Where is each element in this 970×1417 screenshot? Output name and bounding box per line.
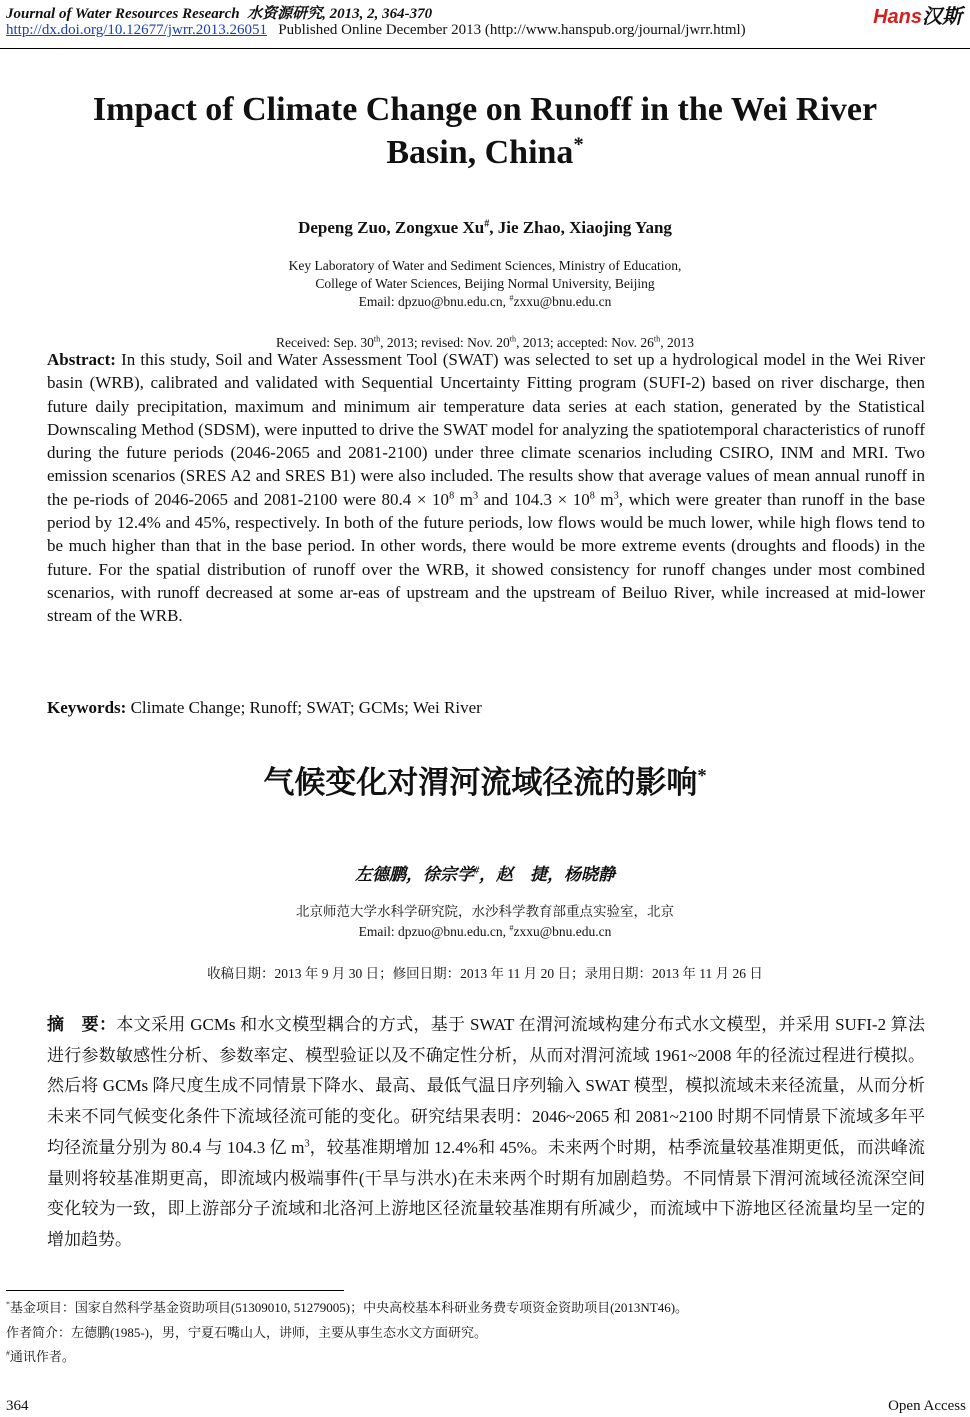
title-footnote-mark: * — [573, 133, 584, 156]
cn-abstract — [47, 1010, 925, 1256]
affiliation — [40, 257, 930, 311]
cn-authors-part2: ，赵 捷，杨晓静 — [479, 865, 616, 884]
journal-citation: 水资源研究, 2013, 2, 364-370 — [247, 6, 433, 22]
cn-authors — [40, 860, 930, 885]
footnote-mark: * — [6, 1299, 10, 1309]
cn-email2: zxxu@bnu.edu.cn — [513, 924, 612, 939]
authors-part1: Depeng Zuo, Zongxue Xu — [298, 218, 485, 237]
received: Received: Sep. 30 — [276, 335, 374, 350]
email2: zxxu@bnu.edu.cn — [513, 294, 612, 309]
email: Email: dpzuo@bnu.edu.cn, — [358, 294, 510, 309]
sup: th — [653, 334, 661, 344]
publication-line — [6, 22, 746, 39]
publisher-logo — [873, 0, 962, 29]
cn-title-mark: * — [697, 765, 707, 787]
published-note: Published Online December 2013 (http://www.hanspub.org/journal/jwrr.html) — [278, 22, 746, 38]
footnote-mark: # — [6, 1348, 10, 1358]
footnote-funding — [6, 1297, 688, 1316]
sup: 8 — [589, 490, 595, 502]
cn-dates: 收稿日期：2013 年 9 月 30 日；修回日期：2013 年 11 月 20 日；录用日期：2013 年 11 月 26 日 — [207, 966, 763, 981]
footnote-corresponding — [6, 1346, 75, 1365]
authors-part2: , Jie Zhao, Xiaojing Yang — [489, 218, 672, 237]
cn-email: Email: dpzuo@bnu.edu.cn, — [358, 924, 510, 939]
title-line1: Impact of Climate Change on Runoff in the Wei River — [92, 91, 878, 128]
affiliation-line2: College of Water Sciences, Beijing Normal University, Beijing — [315, 276, 655, 291]
cn-affiliation-text: 北京师范大学水科学研究院，水沙科学教育部重点实验室，北京 — [296, 904, 674, 919]
abstract — [47, 348, 925, 628]
corresponding-mark: # — [484, 218, 490, 230]
footnote-text: 基金项目：国家自然科学基金资助项目(51309010, 51279005)；中央高校基本科研业务费专项资金资助项目(2013NT46)。 — [9, 1300, 689, 1315]
page-number: 364 — [6, 1398, 29, 1414]
journal-name: Journal of Water Resources Research — [6, 6, 240, 22]
doi-link[interactable]: http://dx.doi.org/10.12677/jwrr.2013.26051 — [6, 22, 267, 38]
revised: , 2013; revised: Nov. 20 — [380, 335, 510, 350]
abstract-text: , which were greater than runoff in the base period by 12.4% and 45%, respectively. In both of the future periods, low flows would be much lower, while high flows tend to be much higher than that in the base period. In other words, there would be more extreme events (droughts and floods) in the future. For the spatial distribution of runoff over the WRB, it showed consistency for runoff changes under most combined scenarios, with runoff decreased at some ar-eas of upstream and the upstream of Beiluo River, while increased at mid-lower stream of the WRB. — [47, 489, 926, 626]
cn-abstract-text: ，较基准期增加 12.4%和 45%。未来两个时期，枯季流量较基准期更低，而洪峰流量则将较基准期更高，即流域内极端事件(干旱与洪水)在未来两个时期有加剧趋势。不同情景下渭河流域径流深空间变化较为一致，即上游部分子流域和北洛河上游地区径流量较基准期有所减少，而流域中下游地区径流量均呈一定的增加趋势。 — [47, 1137, 925, 1249]
abstract-text: m — [594, 489, 614, 509]
abstract-text: and 104.3 × 10 — [478, 489, 590, 509]
title-line2: Basin, China — [386, 134, 574, 171]
keywords-label: Keywords: — [47, 698, 127, 717]
affiliation-line1: Key Laboratory of Water and Sediment Sciences, Ministry of Education, — [288, 258, 682, 273]
sup: 8 — [449, 490, 455, 502]
logo-en: Hans — [873, 6, 922, 28]
keywords-text: Climate Change; Runoff; SWAT; GCMs; Wei River — [126, 698, 482, 717]
cn-title — [40, 757, 930, 802]
paper-title — [40, 88, 930, 174]
keywords — [47, 698, 482, 718]
cn-abstract-label: 摘 要： — [47, 1015, 117, 1034]
abstract-label: Abstract: — [47, 350, 116, 369]
logo-cn: 汉斯 — [922, 6, 962, 28]
abstract-text: m — [454, 489, 473, 509]
accepted: , 2013; accepted: Nov. 26 — [516, 335, 654, 350]
cn-authors-part1: 左德鹏，徐宗学 — [354, 865, 474, 884]
footnote-text: 通讯作者。 — [9, 1349, 75, 1364]
cn-title-text: 气候变化对渭河流域径流的影响 — [263, 765, 698, 800]
cn-abstract-text: 本文采用 GCMs 和水文模型耦合的方式，基于 SWAT 在渭河流域构建分布式水文模型，并采用 SUFI-2 算法进行参数敏感性分析、参数率定、模型验证以及不确定性分析，从而对渭河流域 1961~2008 年的径流过程进行模拟。然后将 GCMs 降尺度生成不同情景下降水、最高、最低气温日序列输入 SWAT 模型，模拟流域未来径流量，从而分析未来不同气候变化条件下流域径流可能的变化。研究结果表明：2046~2065 和 2081~2100 时期不同情景下流域多年平均径流量分别为 80.4 与 104.3 亿 m — [47, 1015, 925, 1157]
sup: th — [509, 334, 517, 344]
journal-header — [6, 2, 432, 23]
cn-affiliation — [40, 902, 930, 942]
authors — [40, 218, 930, 238]
year: , 2013 — [660, 335, 694, 350]
sup: 3 — [613, 490, 619, 502]
footnote-divider — [6, 1290, 344, 1291]
sup: 3 — [472, 490, 479, 502]
sup: th — [373, 334, 381, 344]
cn-corresponding-mark: # — [473, 865, 480, 877]
footnote-author: 作者简介：左德鹏(1985-)，男，宁夏石嘴山人，讲师，主要从事生态水文方面研究。 — [6, 1325, 487, 1340]
sup: 3 — [304, 1138, 310, 1150]
abstract-text: In this study, Soil and Water Assessment Tool (SWAT) was selected to set up a hydrological model in the Wei River basin (WRB), calibrated and validated with Sequential Uncertainty Fitting program (SUFI-2) based on river discharge, then future daily precipitation, maximum and minimum air temperature data series at each station, generated by the Statistical Downscaling Method (SDSM), were inputted to drive the SWAT model for analyzing the spatiotemporal characteristics of runoff during the future periods (2046-2065 and 2081-2100) under three climate scenarios including CSIRO, INM and MRI. Two emission scenarios (SRES A2 and SRES B1) were also included. The results show that average values of mean annual runoff in the pe-riods of 2046-2065 and 2081-2100 were 80.4 × 10 — [47, 350, 925, 509]
cn-email-mark: # — [509, 923, 514, 933]
open-access-label: Open Access — [888, 1398, 966, 1414]
email-mark: # — [509, 293, 514, 303]
header-divider — [0, 48, 970, 49]
